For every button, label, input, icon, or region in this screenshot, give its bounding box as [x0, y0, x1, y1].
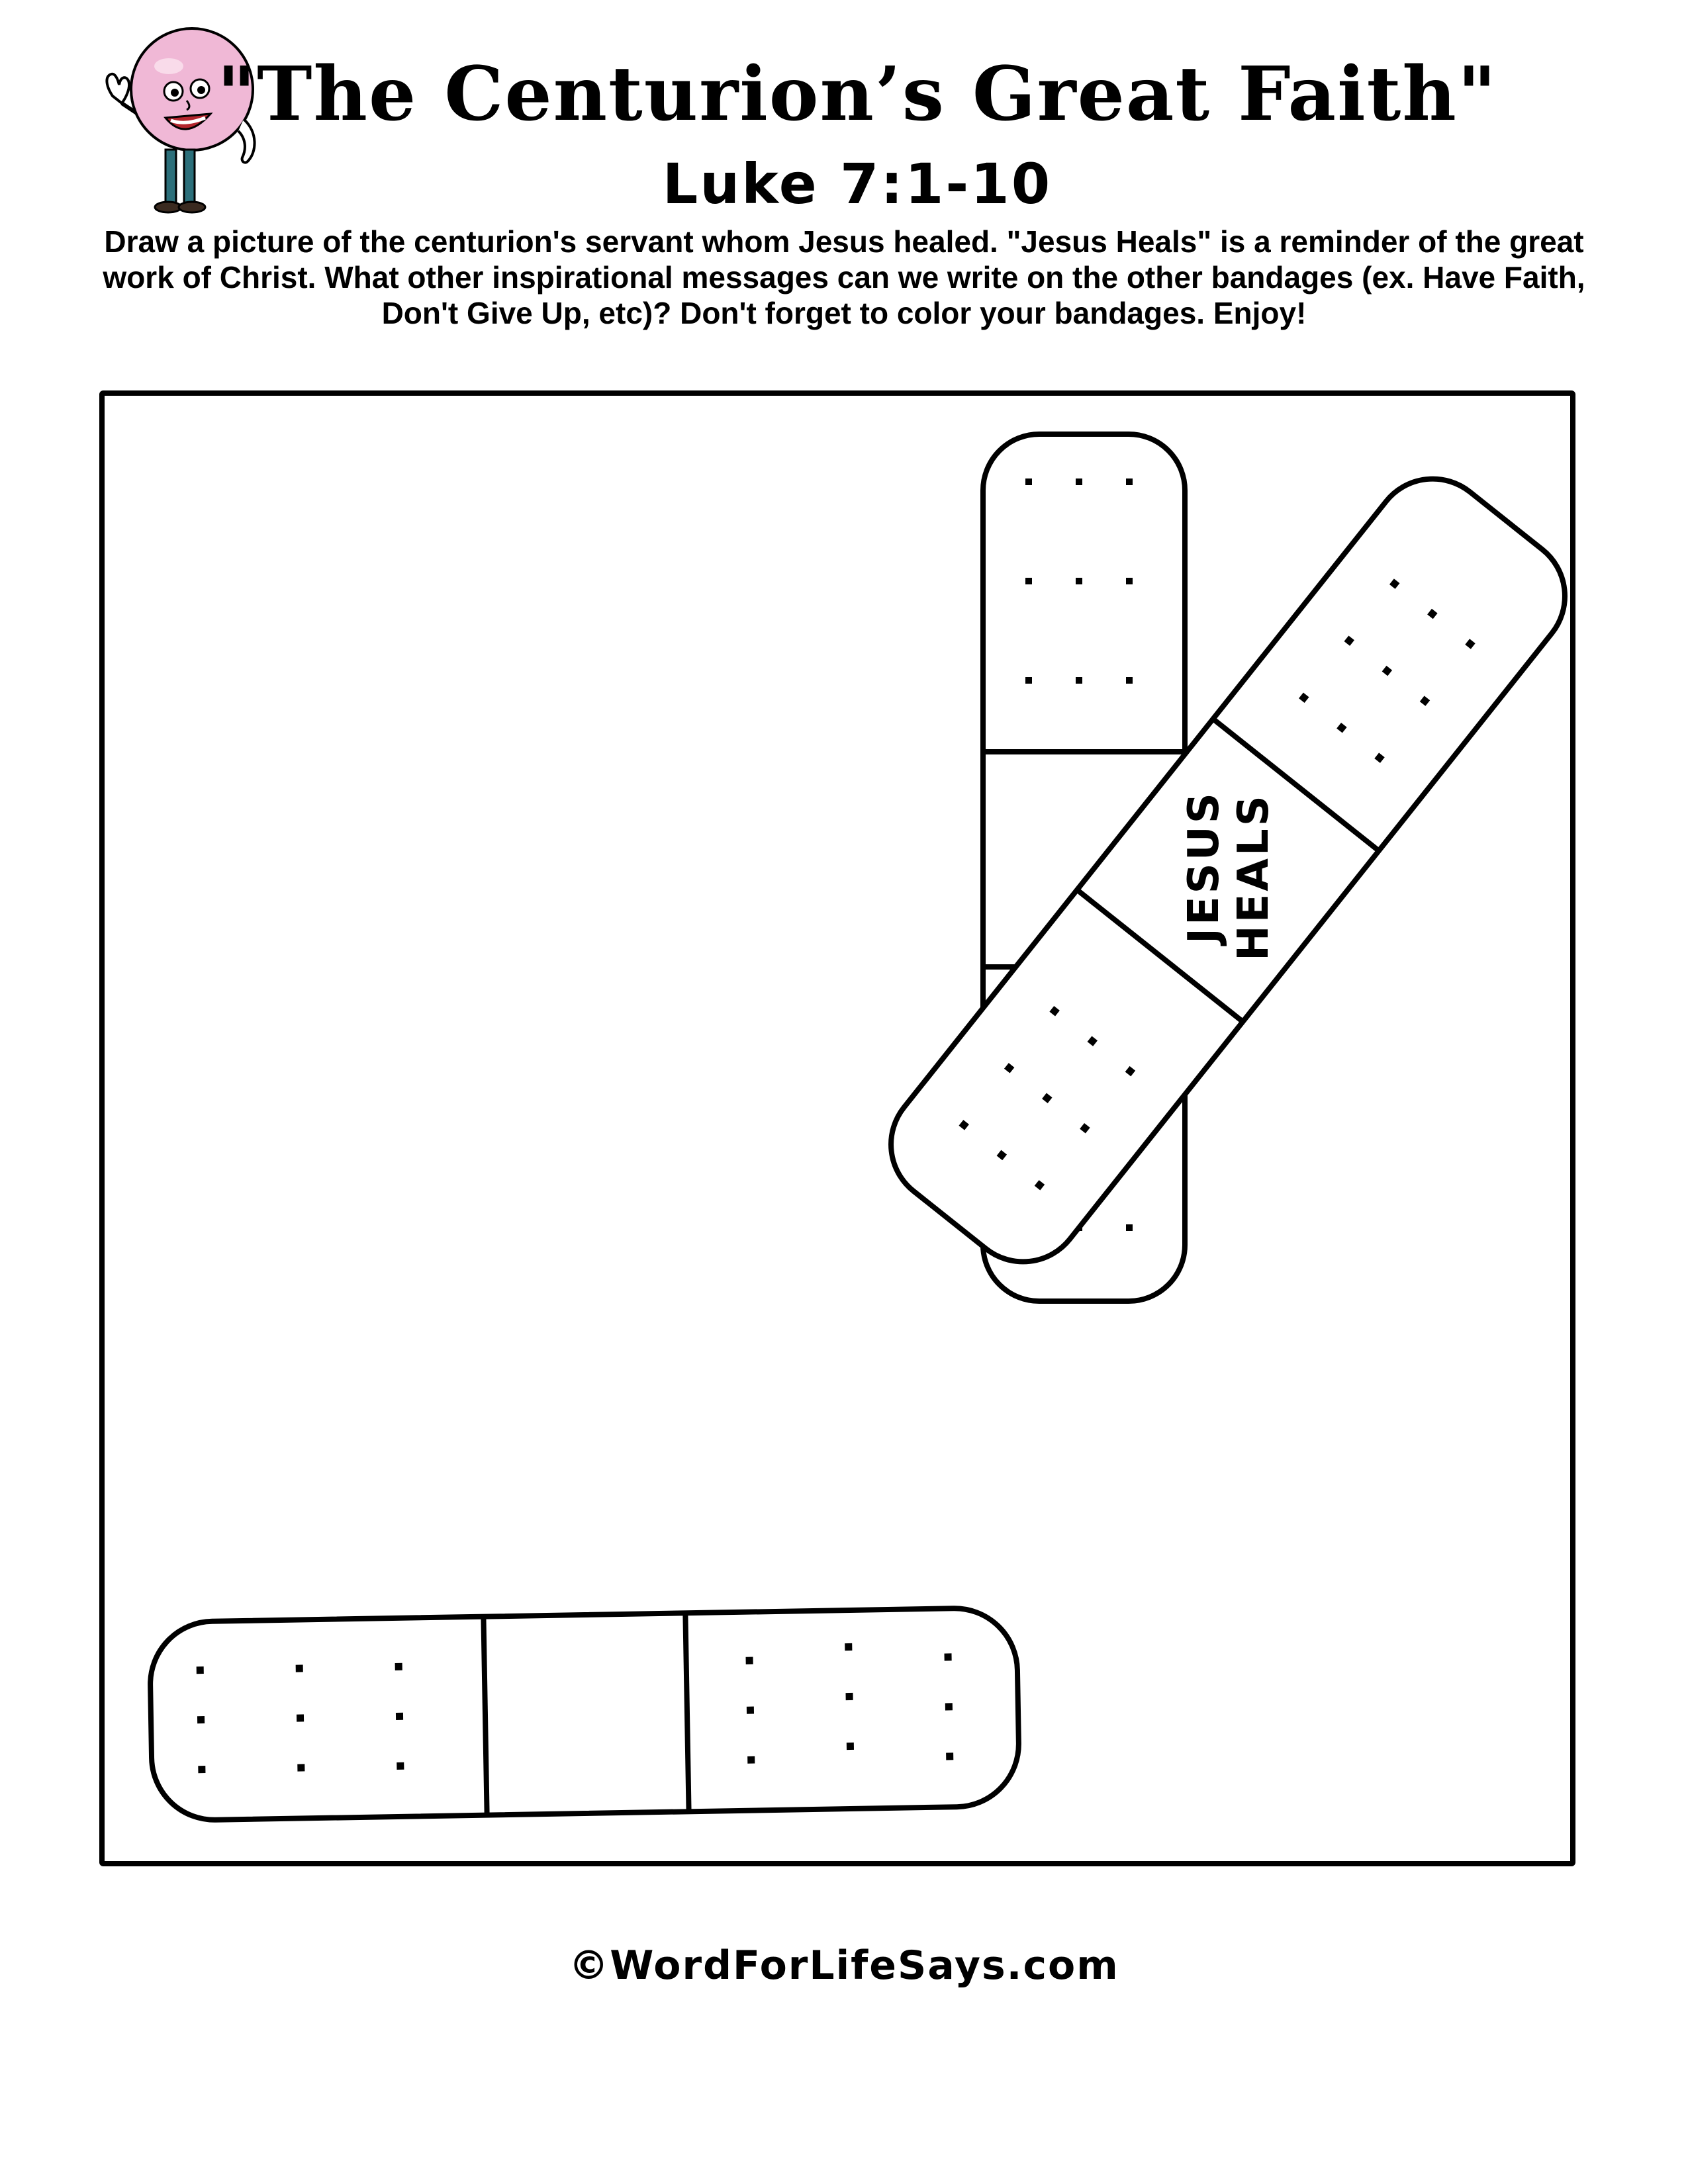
bandage-horizontal: [149, 1608, 1019, 1821]
copyright-footer: ©WordForLifeSays.com: [569, 1942, 1119, 1989]
heals-label: HEALS: [1229, 793, 1278, 961]
page-title: "The Centurion’s Great Faith": [216, 51, 1498, 138]
bandage-diagonal: [867, 455, 1589, 1286]
jesus-label: JESUS: [1180, 790, 1229, 944]
scripture-reference: Luke 7:1-10: [662, 152, 1053, 216]
instructions-text: Draw a picture of the centurion's servant whom Jesus healed. "Jesus Heals" is a reminder of the great work of Christ. What other inspirational messages can we write on the other bandages (ex. Have Faith, Don't Give Up, etc)? Don't forget to color your bandages. Enjoy!: [103, 224, 1585, 330]
